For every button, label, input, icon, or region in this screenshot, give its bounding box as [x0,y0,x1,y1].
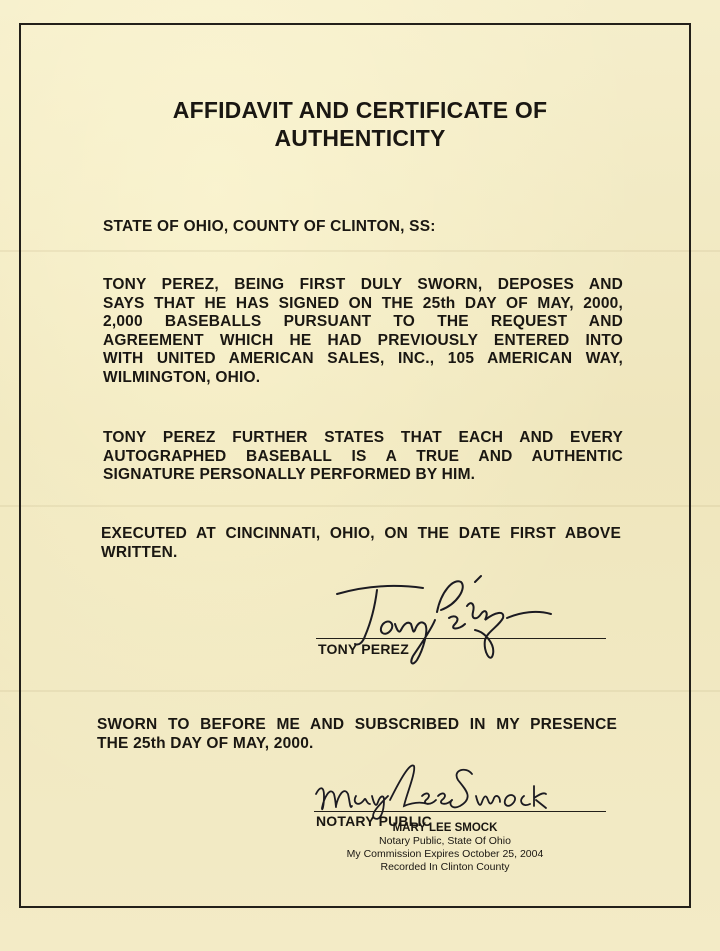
sworn-before-paragraph: SWORN TO BEFORE ME AND SUBSCRIBED IN MY PRESENCE THE 25th DAY OF MAY, 2000. [97,716,617,752]
notary-stamp-title: Notary Public, State Of Ohio [379,835,511,847]
signer-name-label: TONY PEREZ [318,641,409,657]
sworn-statement-paragraph: TONY PEREZ, BEING FIRST DULY SWORN, DEPOSES AND SAYS THAT HE HAS SIGNED ON THE 25th DAY OF MAY, 2000, 2,000 BASEBALLS PURSUANT TO THE REQUEST AND AGREEMENT WHICH HE HAD PREVIOUSLY ENTERED INTO WITH UNITED AMERICAN SALES, INC., 105 AMERICAN WAY, WILMINGTON, OHIO. [103,276,623,386]
notary-public-label: NOTARY PUBLIC [316,813,432,829]
execution-paragraph: EXECUTED AT CINCINNATI, OHIO, ON THE DATE FIRST ABOVE WRITTEN. [101,525,621,561]
notary-signature-line [314,811,606,812]
venue-line: STATE OF OHIO, COUNTY OF CLINTON, SS: [103,218,436,235]
notary-stamp-name: MARY LEE SMOCK [392,822,498,834]
signer-signature-line [316,638,606,639]
tony-perez-signature [325,572,555,672]
document-title: AFFIDAVIT AND CERTIFICATE OF AUTHENTICITY [172,97,548,151]
notary-stamp-commission: My Commission Expires October 25, 2004 [346,848,544,860]
notary-stamp-county: Recorded In Clinton County [380,861,510,873]
notary-stamp [330,822,560,874]
authenticity-paragraph: TONY PEREZ FURTHER STATES THAT EACH AND EVERY AUTOGRAPHED BASEBALL IS A TRUE AND AUTHENTIC SIGNATURE PERSONALLY PERFORMED BY HIM. [103,429,623,484]
